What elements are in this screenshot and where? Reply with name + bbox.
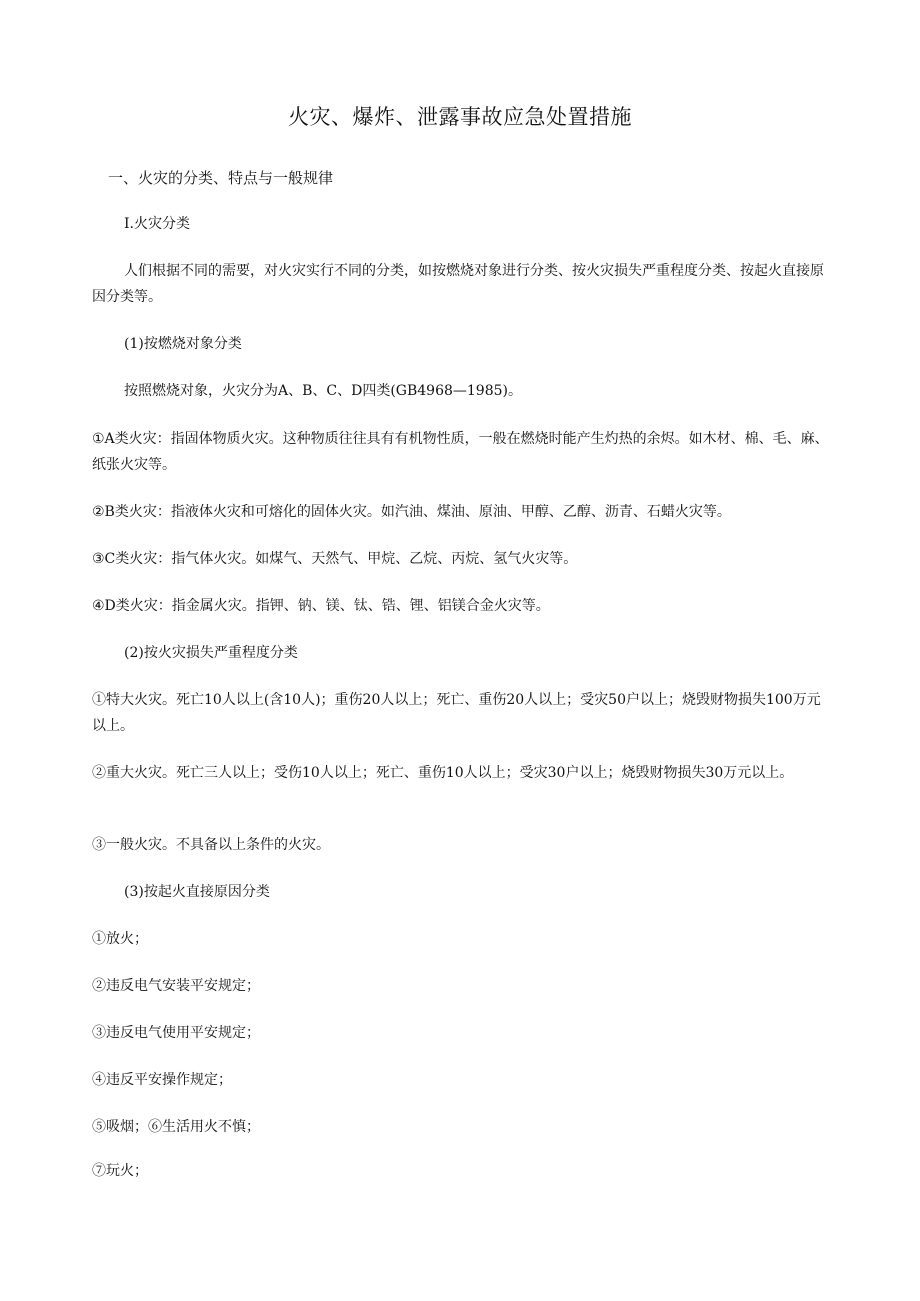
list-item-severity-major: ①特大火灾。死亡10人以上(含10人)；重伤20人以上；死亡、重伤20人以上；受灾50户以上；烧毁财物损失100万元以上。 — [92, 692, 821, 734]
category-heading-cause: (3)按起火直接原因分类 — [124, 884, 270, 900]
list-item-class-b: ②B类火灾：指液体火灾和可熔化的固体火灾。如汽油、煤油、原油、甲醇、乙醇、沥青、石蜡火灾等。 — [92, 504, 731, 520]
list-item-severity-general: ③一般火灾。不具备以上条件的火灾。 — [92, 837, 330, 853]
document-title: 火灾、爆炸、泄露事故应急处置措施 — [288, 105, 632, 129]
subsection-heading: I.火灾分类 — [124, 216, 190, 232]
list-item-cause-smoking: ⑤吸烟；⑥生活用火不慎； — [92, 1119, 260, 1135]
list-item-class-d: ④D类火灾：指金属火灾。指钾、钠、镁、钛、锆、锂、铝镁合金火灾等。 — [92, 598, 550, 614]
section-heading: 一、火灾的分类、特点与一般规律 — [108, 169, 334, 187]
list-item-cause-operation: ④违反平安操作规定； — [92, 1072, 232, 1088]
list-item-cause-arson: ①放火； — [92, 931, 148, 947]
list-item-cause-playing-fire: ⑦玩火； — [92, 1163, 148, 1179]
list-item-severity-serious: ②重大火灾。死亡三人以上；受伤10人以上；死亡、重伤10人以上；受灾30户以上；烧毁财物损失30万元以上。 — [92, 765, 794, 781]
list-item-class-c: ③C类火灾：指气体火灾。如煤气、天然气、甲烷、乙烷、丙烷、氢气火灾等。 — [92, 551, 578, 567]
list-item-class-a: ①A类火灾：指固体物质火灾。这种物质往往具有有机物性质，一般在燃烧时能产生灼热的余烬。如木材、棉、毛、麻、纸张火灾等。 — [92, 431, 829, 473]
list-item-cause-electric-use: ③违反电气使用平安规定； — [92, 1025, 260, 1041]
category-intro-paragraph: 按照燃烧对象，火灾分为A、B、C、D四类(GB4968—1985)。 — [124, 383, 522, 399]
category-heading-burning-object: (1)按燃烧对象分类 — [124, 336, 242, 352]
category-heading-severity: (2)按火灾损失严重程度分类 — [124, 645, 298, 661]
list-item-cause-electric-install: ②违反电气安装平安规定； — [92, 978, 260, 994]
intro-paragraph: 人们根据不同的需要，对火灾实行不同的分类，如按燃烧对象进行分类、按火灾损失严重程度分类、按起火直接原因分类等。 — [92, 263, 824, 305]
